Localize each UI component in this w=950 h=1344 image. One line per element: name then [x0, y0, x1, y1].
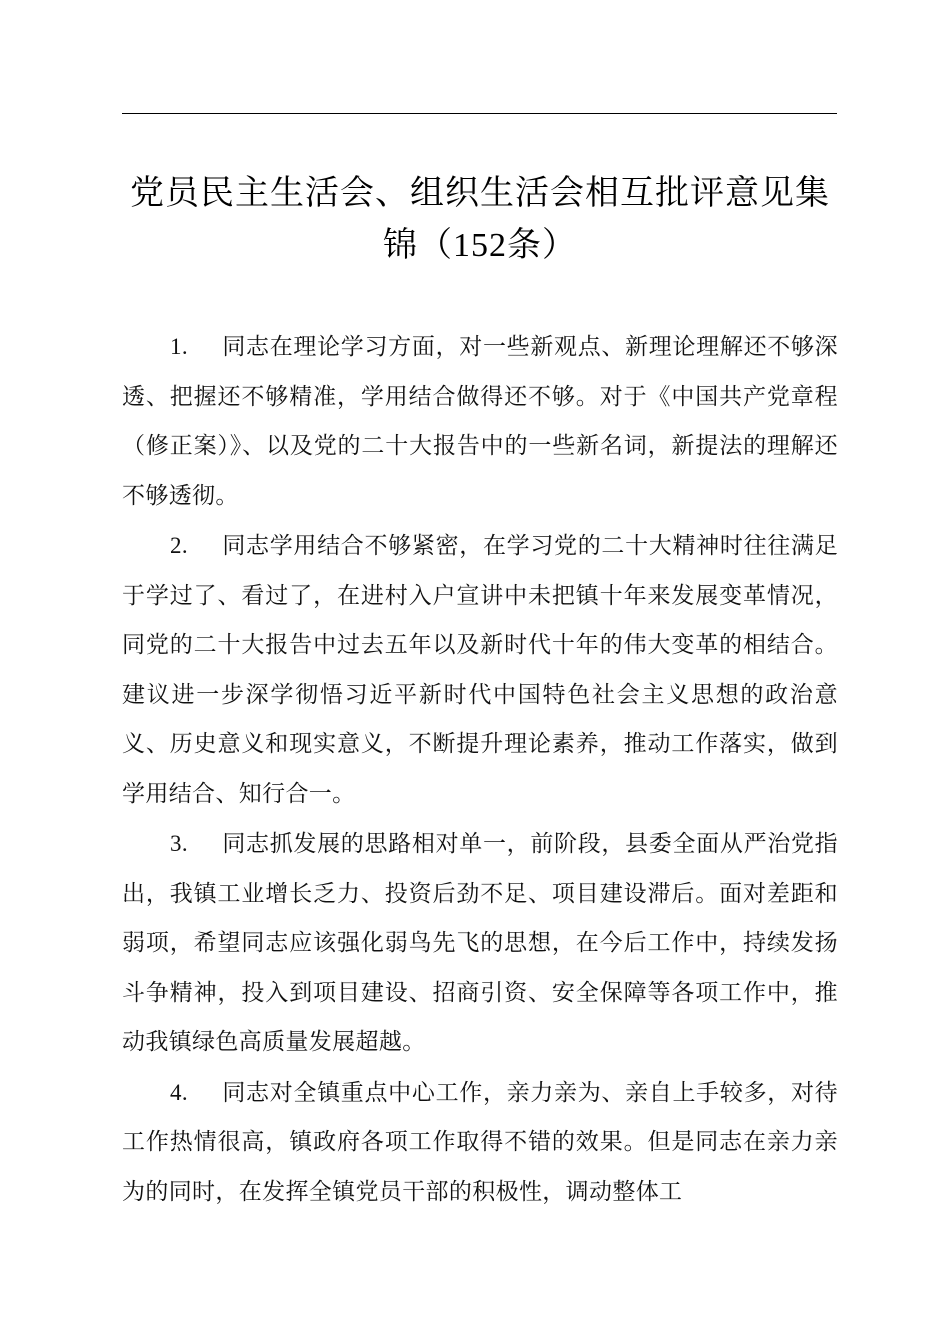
document-body — [122, 322, 838, 1217]
title-prefix: 锦（ — [383, 225, 453, 265]
paragraph-number: 4. — [170, 1079, 188, 1105]
paragraph-1 — [122, 322, 838, 521]
paragraph-text: 同志学用结合不够紧密，在学习党的二十大精神时往往满足于学过了、看过了，在进村入户宣讲中未把镇十年来发展变革情况，同党的二十大报告中过去五年以及新时代十年的伟大变革的相结合。建议进一步深学彻悟习近平新时代中国特色社会主义思想的政治意义、历史意义和现实意义，不断提升理论素养，推动工作落实，做到学用结合、知行合一。 — [122, 533, 838, 807]
paragraph-number: 2. — [170, 533, 188, 558]
title-line-2 — [110, 219, 850, 272]
paragraph-4 — [122, 1068, 838, 1218]
paragraph-text: 同志对全镇重点中心工作，亲力亲为、亲自上手较多，对待工作热情很高，镇政府各项工作取得不错的效果。但是同志在亲力亲为的同时，在发挥全镇党员干部的积极性，调动整体工 — [122, 1079, 838, 1205]
title-count: 152 — [453, 227, 507, 264]
paragraph-number: 1. — [170, 334, 188, 359]
page-title — [110, 167, 850, 272]
title-line-1: 党员民主生活会、组织生活会相互批评意见集 — [130, 173, 830, 213]
paragraph-3 — [122, 819, 838, 1068]
paragraph-number: 3. — [170, 831, 188, 856]
paragraph-text: 同志抓发展的思路相对单一，前阶段，县委全面从严治党指出，我镇工业增长乏力、投资后劲不足、项目建设滞后。面对差距和弱项，希望同志应该强化弱鸟先飞的思想，在今后工作中，持续发扬斗争精神，投入到项目建设、招商引资、安全保障等各项工作中，推动我镇绿色高质量发展超越。 — [122, 831, 838, 1055]
title-suffix: 条） — [507, 225, 577, 265]
header-rule — [122, 113, 837, 114]
paragraph-text: 同志在理论学习方面，对一些新观点、新理论理解还不够深透、把握还不够精准，学用结合做得还不够。对于《中国共产党章程（修正案）》、以及党的二十大报告中的一些新名词，新提法的理解还不够透彻。 — [122, 334, 838, 509]
paragraph-2 — [122, 521, 838, 819]
